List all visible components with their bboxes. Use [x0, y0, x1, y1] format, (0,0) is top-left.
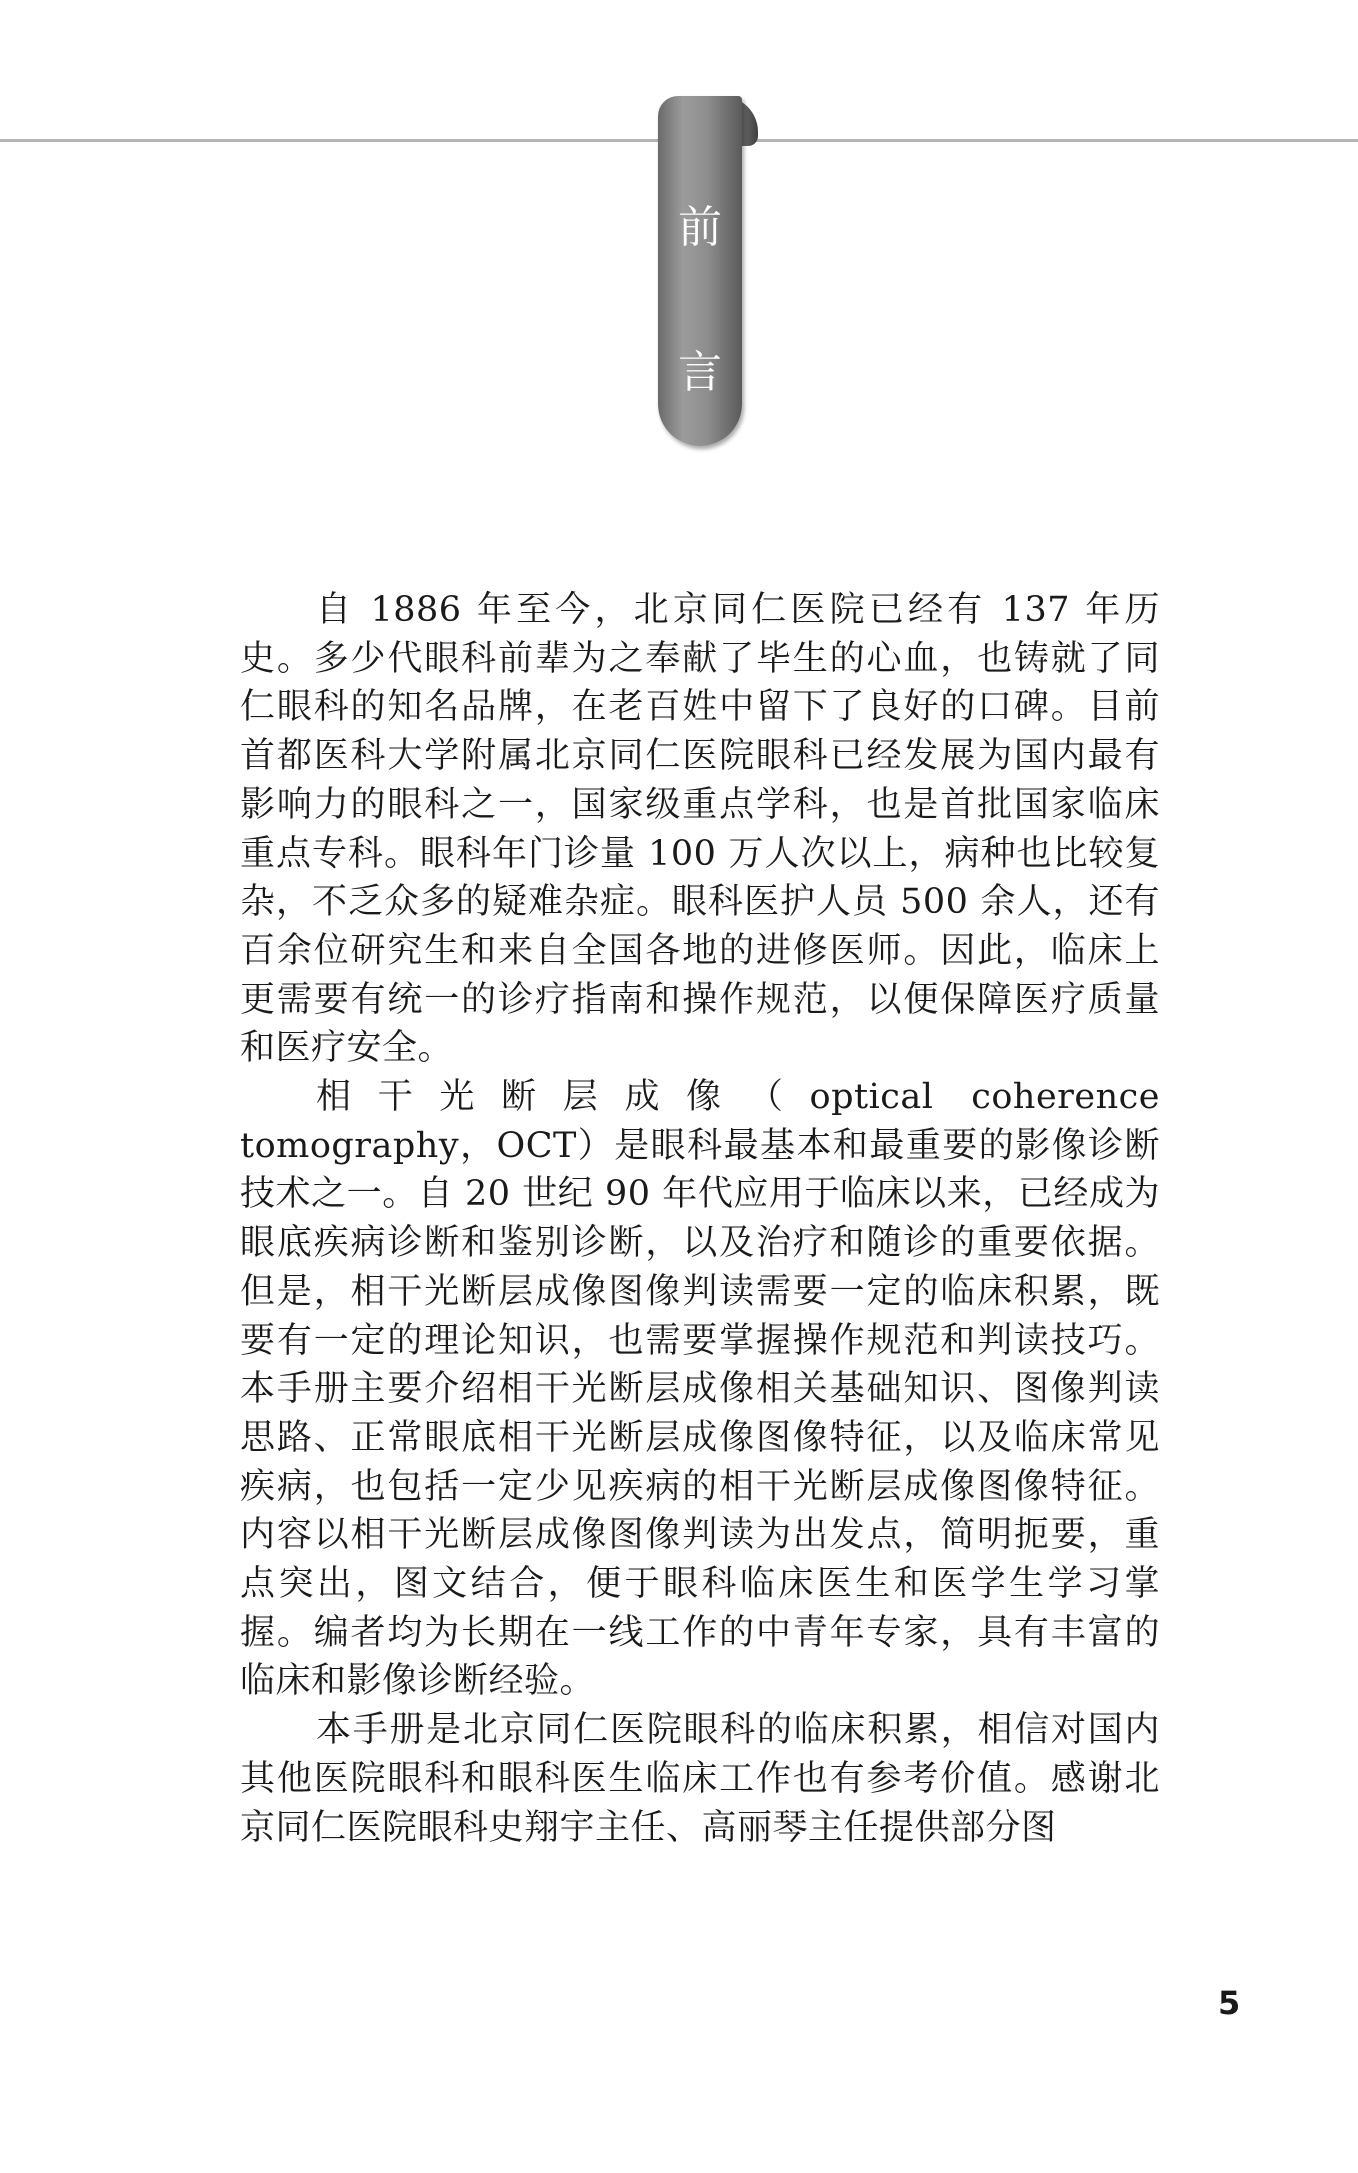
page-number: 5 — [1218, 1984, 1241, 2022]
chapter-title-char-2: 言 — [678, 347, 722, 398]
paragraph-2: 相干光断层成像（optical coherence tomography，OCT）是眼科最基本和最重要的影像诊断技术之一。自 20 世纪 90 年代应用于临床以来，已经成为眼底疾病诊断和鉴别诊断，以及治疗和随诊的重要依据。但是，相干光断层成像图像判读需要一定的临床积累，既要有一定的理论知识，也需要掌握操作规范和判读技巧。本手册主要介绍相干光断层成像相关基础知识、图像判读思路、正常眼底相干光断层成像图像特征，以及临床常见疾病，也包括一定少见疾病的相干光断层成像图像特征。内容以相干光断层成像图像判读为出发点，简明扼要，重点突出，图文结合，便于眼科临床医生和医学生学习掌握。编者均为长期在一线工作的中青年专家，具有丰富的临床和影像诊断经验。 — [240, 1077, 1160, 1702]
chapter-title-char-1: 前 — [678, 202, 722, 253]
paragraph-3: 本手册是北京同仁医院眼科的临床积累，相信对国内其他医院眼科和眼科医生临床工作也有参考价值。感谢北京同仁医院眼科史翔宇主任、高丽琴主任提供部分图 — [240, 1710, 1160, 1848]
chapter-tab — [658, 96, 742, 446]
preface-body — [240, 586, 1160, 1852]
paragraph-1: 自 1886 年至今，北京同仁医院已经有 137 年历史。多少代眼科前辈为之奉献了毕生的心血，也铸就了同仁眼科的知名品牌，在老百姓中留下了良好的口碑。目前首都医科大学附属北京同仁医院眼科已经发展为国内最有影响力的眼科之一，国家级重点学科，也是首批国家临床重点专科。眼科年门诊量 100 万人次以上，病种也比较复杂，不乏众多的疑难杂症。眼科医护人员 500 余人，还有百余位研究生和来自全国各地的进修医师。因此，临床上更需要有统一的诊疗指南和操作规范，以便保障医疗质量和医疗安全。 — [240, 590, 1160, 1069]
